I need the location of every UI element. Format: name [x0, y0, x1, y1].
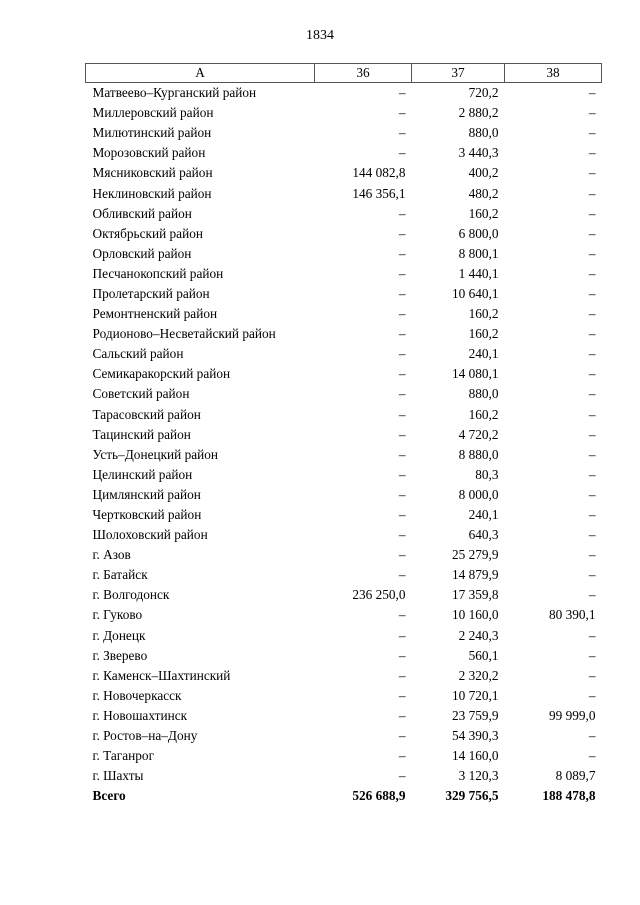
row-name: Советский район — [92, 386, 190, 402]
row-name: Песчанокопский район — [92, 265, 224, 281]
row-value-36: – — [398, 386, 406, 402]
row-value-37: 2 320,2 — [458, 667, 499, 683]
row-value-37: 14 080,1 — [451, 366, 499, 382]
table-row — [86, 445, 602, 465]
row-name: Ремонтненский район — [92, 306, 218, 322]
header-cell-36: 36 — [315, 64, 412, 83]
row-value-37: 4 720,2 — [458, 426, 499, 442]
table-row — [86, 545, 602, 565]
total-row-value-38: 188 478,8 — [542, 788, 596, 804]
table-row — [86, 706, 602, 726]
row-value-37: 2 240,3 — [458, 627, 499, 643]
row-name: Пролетарский район — [92, 285, 210, 301]
row-value-37: 2 880,2 — [458, 105, 499, 121]
row-value-38: – — [588, 85, 596, 101]
row-value-36: – — [398, 627, 406, 643]
row-value-36: – — [398, 748, 406, 764]
row-value-38: – — [588, 667, 596, 683]
row-name: Мясниковский район — [92, 165, 213, 181]
row-name: Обливский район — [92, 205, 192, 221]
table-row — [86, 364, 602, 384]
row-value-38: – — [588, 346, 596, 362]
row-value-37: 8 000,0 — [458, 486, 499, 502]
row-value-36: – — [398, 346, 406, 362]
row-value-37: 80,3 — [475, 466, 499, 482]
row-name: Матвеево–Курганский район — [92, 85, 257, 101]
row-value-37: 240,1 — [468, 507, 499, 523]
row-value-37: 23 759,9 — [451, 707, 499, 723]
row-name: г. Азов — [92, 547, 131, 563]
table-row — [86, 726, 602, 746]
row-name: г. Волгодонск — [92, 587, 170, 603]
header-cell-38: 38 — [505, 64, 602, 83]
table-row — [86, 585, 602, 605]
table-row — [86, 525, 602, 545]
row-name: Морозовский район — [92, 145, 206, 161]
table-row — [86, 264, 602, 284]
row-value-36: – — [398, 105, 406, 121]
row-name: Орловский район — [92, 245, 192, 261]
row-value-37: 14 879,9 — [451, 567, 499, 583]
table-header — [86, 64, 602, 83]
row-value-37: 160,2 — [468, 306, 499, 322]
table-row — [86, 224, 602, 244]
row-value-37: 3 440,3 — [458, 145, 499, 161]
row-name: Октябрьский район — [92, 225, 203, 241]
row-value-37: 160,2 — [468, 406, 499, 422]
table-row — [86, 405, 602, 425]
row-name: Милютинский район — [92, 125, 212, 141]
total-row — [86, 786, 602, 806]
row-value-37: 3 120,3 — [458, 768, 499, 784]
row-name: Тацинский район — [92, 426, 191, 442]
row-value-37: 160,2 — [468, 205, 499, 221]
row-value-38: – — [588, 446, 596, 462]
row-value-38: – — [588, 326, 596, 342]
row-name: Сальский район — [92, 346, 184, 362]
data-table — [85, 63, 602, 806]
row-name: г. Зверево — [92, 647, 148, 663]
row-value-38: – — [588, 567, 596, 583]
row-value-36: – — [398, 607, 406, 623]
row-value-36: – — [398, 366, 406, 382]
row-value-36: – — [398, 285, 406, 301]
row-value-37: 8 880,0 — [458, 446, 499, 462]
row-value-36: – — [398, 265, 406, 281]
row-value-37: 480,2 — [468, 185, 499, 201]
row-value-38: – — [588, 165, 596, 181]
row-name: Шолоховский район — [92, 527, 208, 543]
table-row — [86, 123, 602, 143]
row-name: Миллеровский район — [92, 105, 214, 121]
row-value-38: – — [588, 306, 596, 322]
row-value-36: – — [398, 426, 406, 442]
table-row — [86, 505, 602, 525]
header-cell-37: 37 — [412, 64, 505, 83]
table-row — [86, 244, 602, 264]
table-row — [86, 304, 602, 324]
row-name: г. Каменск–Шахтинский — [92, 667, 231, 683]
row-value-38: – — [588, 366, 596, 382]
row-value-36: – — [398, 527, 406, 543]
row-value-36: – — [398, 326, 406, 342]
row-value-36: – — [398, 406, 406, 422]
table-row — [86, 324, 602, 344]
row-value-38: – — [588, 426, 596, 442]
row-value-37: 54 390,3 — [451, 728, 499, 744]
row-value-37: 10 720,1 — [451, 687, 499, 703]
row-value-36: – — [398, 446, 406, 462]
row-value-36: – — [398, 466, 406, 482]
row-value-38: – — [588, 245, 596, 261]
row-value-36: – — [398, 567, 406, 583]
row-value-37: 640,3 — [468, 527, 499, 543]
table-row — [86, 746, 602, 766]
row-value-38: – — [588, 527, 596, 543]
row-value-36: – — [398, 728, 406, 744]
table-row — [86, 766, 602, 786]
table-row — [86, 183, 602, 203]
row-value-36: 236 250,0 — [352, 587, 406, 603]
table-row — [86, 626, 602, 646]
row-value-38: – — [588, 728, 596, 744]
row-value-36: – — [398, 225, 406, 241]
row-value-36: – — [398, 125, 406, 141]
table-row — [86, 485, 602, 505]
header-cell-name: А — [86, 64, 315, 83]
row-value-38: – — [588, 547, 596, 563]
row-name: г. Батайск — [92, 567, 148, 583]
row-value-38: – — [588, 105, 596, 121]
row-value-37: 240,1 — [468, 346, 499, 362]
row-value-36: – — [398, 647, 406, 663]
table-row — [86, 686, 602, 706]
row-name: г. Донецк — [92, 627, 146, 643]
row-name: г. Новошахтинск — [92, 707, 188, 723]
row-name: г. Новочеркасск — [92, 687, 182, 703]
row-value-38: – — [588, 205, 596, 221]
row-value-37: 720,2 — [468, 85, 499, 101]
row-value-36: – — [398, 768, 406, 784]
row-value-38: – — [588, 406, 596, 422]
table-row — [86, 605, 602, 625]
row-value-38: – — [588, 125, 596, 141]
table-row — [86, 565, 602, 585]
row-value-36: – — [398, 306, 406, 322]
row-value-37: 25 279,9 — [451, 547, 499, 563]
row-value-37: 10 160,0 — [451, 607, 499, 623]
row-value-36: – — [398, 667, 406, 683]
row-value-38: – — [588, 185, 596, 201]
table-body — [86, 83, 602, 807]
row-name: Неклиновский район — [92, 185, 212, 201]
row-value-38: – — [588, 145, 596, 161]
row-value-37: 160,2 — [468, 326, 499, 342]
row-value-36: 144 082,8 — [352, 165, 406, 181]
row-name: г. Таганрог — [92, 748, 155, 764]
row-value-36: – — [398, 205, 406, 221]
table-row — [86, 163, 602, 183]
table-row — [86, 384, 602, 404]
row-value-38: – — [588, 386, 596, 402]
row-value-38: – — [588, 587, 596, 603]
row-value-38: – — [588, 687, 596, 703]
table-row — [86, 284, 602, 304]
row-value-36: – — [398, 547, 406, 563]
row-value-37: 8 800,1 — [458, 245, 499, 261]
row-value-37: 6 800,0 — [458, 225, 499, 241]
row-name: Семикаракорский район — [92, 366, 231, 382]
row-value-38: – — [588, 647, 596, 663]
row-value-36: – — [398, 145, 406, 161]
row-name: г. Ростов–на–Дону — [92, 728, 198, 744]
row-value-38: – — [588, 627, 596, 643]
row-value-38: 99 999,0 — [548, 707, 596, 723]
total-label: Всего — [92, 788, 126, 804]
row-value-38: – — [588, 265, 596, 281]
row-name: Чертковский район — [92, 507, 202, 523]
row-value-36: – — [398, 85, 406, 101]
row-value-36: – — [398, 486, 406, 502]
total-row-value-37: 329 756,5 — [445, 788, 499, 804]
table-row — [86, 83, 602, 104]
row-value-37: 14 160,0 — [451, 748, 499, 764]
table-row — [86, 204, 602, 224]
row-value-38: 80 390,1 — [548, 607, 596, 623]
row-value-38: – — [588, 466, 596, 482]
row-name: Усть–Донецкий район — [92, 446, 219, 462]
row-value-37: 560,1 — [468, 647, 499, 663]
row-value-37: 1 440,1 — [458, 265, 499, 281]
row-name: Целинский район — [92, 466, 193, 482]
row-value-38: – — [588, 486, 596, 502]
row-value-36: 146 356,1 — [352, 185, 406, 201]
table-row — [86, 344, 602, 364]
row-value-37: 17 359,8 — [451, 587, 499, 603]
row-value-37: 400,2 — [468, 165, 499, 181]
row-name: г. Шахты — [92, 768, 144, 784]
row-value-38: 8 089,7 — [555, 768, 596, 784]
row-value-36: – — [398, 245, 406, 261]
row-name: г. Гуково — [92, 607, 143, 623]
row-name: Родионово–Несветайский район — [92, 326, 276, 342]
table-row — [86, 425, 602, 445]
header-row — [86, 64, 602, 83]
row-value-37: 880,0 — [468, 125, 499, 141]
table-row — [86, 103, 602, 123]
total-row-value-36: 526 688,9 — [352, 788, 406, 804]
page-number: 1834 — [306, 28, 334, 43]
table-row — [86, 646, 602, 666]
row-value-36: – — [398, 687, 406, 703]
table-row — [86, 143, 602, 163]
row-value-36: – — [398, 507, 406, 523]
table-row — [86, 465, 602, 485]
row-value-36: – — [398, 707, 406, 723]
row-value-38: – — [588, 225, 596, 241]
row-value-38: – — [588, 748, 596, 764]
row-value-38: – — [588, 507, 596, 523]
row-name: Цимлянский район — [92, 486, 201, 502]
row-value-37: 880,0 — [468, 386, 499, 402]
row-value-37: 10 640,1 — [451, 285, 499, 301]
row-name: Тарасовский район — [92, 406, 201, 422]
table-row — [86, 666, 602, 686]
row-value-38: – — [588, 285, 596, 301]
